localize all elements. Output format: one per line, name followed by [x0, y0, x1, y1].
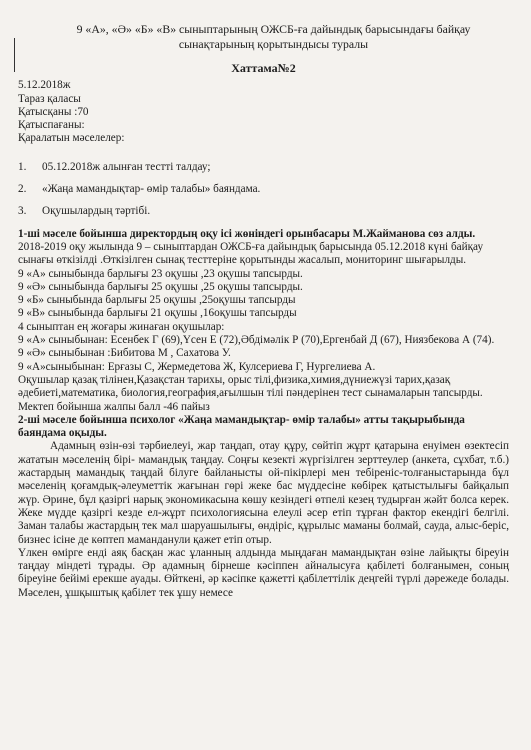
agenda-item-number: 1. — [18, 160, 27, 173]
absent-count: Қатыспағаны: — [18, 119, 85, 132]
section-1-heading: 1-ші мәселе бойынша директордың оқу ісі жөніндегі орынбасары М.Жайманова сөз алды. — [18, 227, 476, 240]
meeting-city: Тараз қаласы — [18, 92, 81, 105]
top-students-heading: 4 сыныптан ең жоғары жинаған оқушылар: — [18, 320, 225, 333]
agenda-item-number: 2. — [18, 183, 27, 196]
class-result: 9 «Б» сыныбында барлығы 25 оқушы ,25оқушы тапсырды — [18, 294, 296, 307]
agenda-item — [18, 183, 509, 196]
margin-pen-mark — [14, 38, 15, 72]
class-result: 9 «В» сыныбында барлығы 21 оқушы ,16оқушы тапсырды — [18, 307, 297, 320]
title-line-1: 9 «А», «Ә» «Б» «В» сыныптарының ОЖСБ-ға дайындық барысындағы байқау — [76, 22, 471, 36]
top-students-9ae: 9 «Ә» сыныбынан :Бибитова М , Сахатова У. — [18, 347, 231, 360]
top-students-9a: 9 «А» сыныбынан: Есенбек Г (69),Үсен Е (72),Әбдімәлік Р (70),Ергенбай Д (67), Ниязбекова А (74). — [18, 334, 495, 347]
title-line-2: сынақтарының қорытындысы туралы — [178, 37, 369, 51]
section-1-intro: 2018-2019 оқу жылында 9 – сыныптардан ОЖСБ-ға дайындық барысында 05.12.2018 күні байқау сынағы өткізілді .Өткізілген сынақ тесттеріне қорытынды жасалып, мониторинг шығарылды. — [18, 240, 484, 267]
agenda-item-text: 05.12.2018ж алынған тестті талдау; — [42, 160, 211, 173]
agenda-item — [18, 161, 509, 174]
protocol-number: Хаттама№2 — [231, 61, 296, 75]
class-result: 9 «А» сыныбында барлығы 23 оқушы ,23 оқушы тапсырды. — [18, 267, 303, 280]
agenda-item-number: 3. — [18, 205, 27, 218]
section-2-paragraph-2: Үлкен өмірге енді аяқ басқан жас ұланның алдында мыңдаған мамандықтан өзіне лайықты біреуін таңдау міндеті тұрады. Әр адамның бірнеше кәсіппен айналысуға қабілеті болғанымен, соның біреуіне бейімі ерекше ауады. Өйткені, әр кәсіпке қажетті қабілеттілік деңгейі түрлі дәрежеде болады. Мәселен, ұшқыштық қабілет тек ұшу немесе — [18, 546, 509, 599]
school-average: Мектеп бойынша жалпы балл -46 пайыз — [18, 400, 210, 413]
agenda-heading: Қаралатын мәселелер: — [18, 132, 125, 145]
meeting-date: 5.12.2018ж — [18, 79, 71, 92]
agenda-item — [18, 205, 509, 218]
top-students-9a-second: 9 «А»сыныбынан: Ерғазы С, Жермедетова Ж, Кулсериева Г, Нургелиева А. — [18, 360, 376, 373]
document-title — [38, 22, 509, 52]
attended-count: Қатысқаны :70 — [18, 105, 89, 118]
class-result: 9 «Ә» сыныбында барлығы 25 оқушы ,25 оқушы тапсырды. — [18, 280, 303, 293]
section-2-heading: 2-ші мәселе бойынша психолог «Жаңа мамандықтар- өмір талабы» атты тақырыбында баяндама оқыды. — [18, 413, 465, 440]
subjects-paragraph: Оқушылар қазақ тілінен,Қазақстан тарихы, орыс тілі,физика,химия,дүниежүзі тарих,қазақ әдебиеті,математика, биология,география,ағылшын тілі пәндерінен тест сынамаларын тапсырды. — [18, 373, 483, 400]
section-2-paragraph-1: Адамның өзін-өзі тәрбиелеуі, жар таңдап, отау құру, сөйтіп жұрт қатарына енуімен өзектесіп жататын мәселенің бірі- мамандық таңдау. Соңғы кезекті жүргізілген зерттеулер (анкета, сұхбат, т.б.) жастардың мамандық таңдай білуге байланысты ой-пікірлері мен тебіреніс-толғаныстарында бұл мәселенің қоғамдық-әлеуметтік жағынан гөрі жеке бас мүддесіне көбірек қатыстылығы байқалып жүр. Әрине, бұл қазіргі нарық экономикасына көшу кезіндегі өтпелі кезең тудырған жәйт болса керек. Жеке мүдде қазіргі кезде ел-жұрт психологиясына елеулі әсер етіп тұрған фактор екендігі белгілі. Заман талабы жастардың тек мал шаруашылығы, өндіріс, құрылыс маманы болмай, сауда, алыс-беріс, бизнес ісіне де көптеп маманданули қажет етіп отыр. — [18, 440, 509, 546]
agenda-item-text: «Жаңа мамандықтар- өмір талабы» баяндама. — [42, 183, 261, 196]
agenda-item-text: Оқушылардың тәртібі. — [42, 205, 151, 218]
